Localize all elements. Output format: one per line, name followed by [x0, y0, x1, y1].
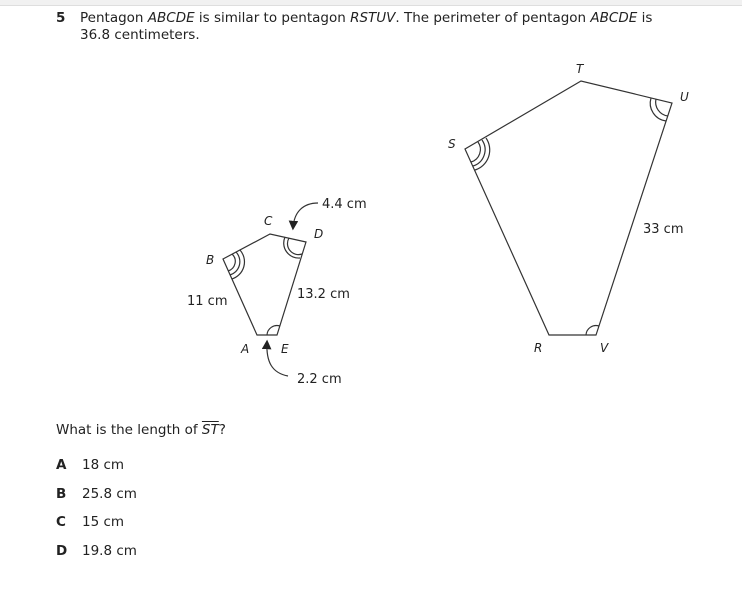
choice-c[interactable]: C 15 cm: [56, 514, 125, 530]
length-de-label: 13.2 cm: [297, 287, 350, 302]
prompt: What is the length of $\overline{ST}$?: [56, 422, 226, 438]
vertex-c-label: C: [264, 214, 273, 228]
length-ae-label: 2.2 cm: [297, 372, 342, 387]
question-text-line1: Pentagon ABCDE is similar to pentagon RSTUV. The perimeter of pentagon ABCDE is: [80, 10, 653, 26]
choice-b[interactable]: B 25.8 cm: [56, 486, 137, 502]
vertex-a-label: A: [241, 342, 250, 356]
vertex-t-label: T: [576, 62, 584, 76]
vertex-r-label: R: [534, 341, 543, 355]
vertex-e-label: E: [281, 342, 289, 356]
vertex-u-label: U: [680, 90, 689, 104]
question-number: 5: [56, 10, 66, 26]
question-text-line2: 36.8 centimeters.: [80, 27, 200, 43]
vertex-d-label: D: [314, 227, 324, 241]
choice-d[interactable]: D 19.8 cm: [56, 543, 137, 559]
vertex-b-label: B: [206, 253, 215, 267]
segment-st: $\overline{ST}$: [201, 422, 219, 438]
length-ab-label: 11 cm: [187, 294, 228, 309]
vertex-s-label: S: [448, 137, 456, 151]
choice-a[interactable]: A 18 cm: [56, 457, 125, 473]
length-cd-label: 4.4 cm: [322, 197, 367, 212]
pentagon-rstuv: [465, 81, 672, 335]
vertex-v-label: V: [600, 341, 609, 355]
length-uv-label: 33 cm: [643, 222, 684, 237]
